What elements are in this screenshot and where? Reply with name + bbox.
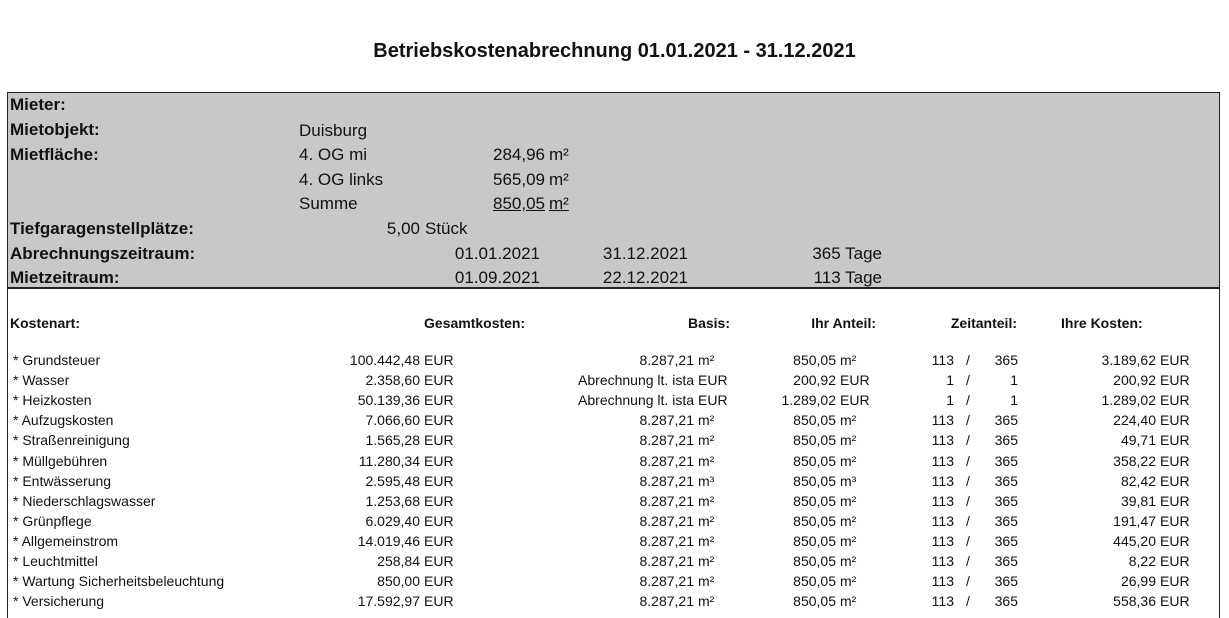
flaeche-name: 4. OG mi	[299, 145, 368, 164]
col-header-anteil: Ihr Anteil:	[811, 315, 876, 331]
zeitanteil-total-cell: 365	[994, 432, 1018, 449]
basis-unit-cell: m²	[698, 512, 715, 529]
zeitanteil-days-cell: 1	[946, 372, 954, 389]
col-header-kosten: Ihre Kosten:	[1061, 315, 1143, 331]
summe-label: Summe	[299, 194, 358, 213]
currency-cell: EUR	[424, 492, 454, 509]
currency-cell: EUR	[1160, 432, 1190, 449]
gesamtkosten-cell: 7.066,60	[365, 412, 420, 429]
ihre-kosten-cell: 558,36	[1113, 593, 1156, 610]
zeitanteil-total-cell: 365	[994, 452, 1018, 469]
flaeche-value: 565,09	[493, 170, 545, 189]
anteil-cell: 850,05	[793, 573, 836, 590]
document-title: Betriebskostenabrechnung 01.01.2021 - 31.12.2021	[373, 40, 856, 62]
kostenart-cell: * Versicherung	[13, 593, 105, 610]
currency-cell: EUR	[1160, 553, 1190, 569]
currency-cell: EUR	[424, 512, 454, 529]
mietzeit-from: 01.09.2021	[454, 268, 540, 287]
anteil-cell: 850,05	[793, 512, 836, 529]
summe-unit: m²	[549, 194, 569, 213]
zeitanteil-days-cell: 113	[931, 532, 954, 549]
kostenart-cell: * Niederschlagswasser	[13, 492, 156, 509]
zeitanteil-total-cell: 365	[994, 492, 1018, 509]
basis-cell: 8.287,21	[639, 512, 694, 529]
currency-cell: EUR	[1160, 412, 1190, 429]
tiefgarage-value: 5,00	[386, 219, 420, 238]
zeitanteil-separator: /	[966, 492, 970, 509]
kostenart-cell: * Aufzugskosten	[13, 412, 114, 429]
gesamtkosten-cell: 1.565,28	[365, 432, 420, 449]
basis-unit-cell: m²	[698, 352, 715, 368]
flaeche-value: 284,96	[493, 145, 545, 164]
kostenart-cell: * Straßenreinigung	[13, 432, 130, 449]
currency-cell: EUR	[1160, 573, 1190, 590]
anteil-cell: 850,05	[793, 432, 836, 449]
zeitanteil-total-cell: 365	[994, 593, 1018, 610]
gesamtkosten-cell: 6.029,40	[365, 512, 420, 529]
basis-cell: 8.287,21	[639, 352, 694, 368]
currency-cell: EUR	[424, 412, 454, 429]
mietzeit-to: 22.12.2021	[602, 268, 688, 287]
ihre-kosten-cell: 191,47	[1113, 512, 1156, 529]
gesamtkosten-cell: 1.253,68	[365, 492, 420, 509]
kostenart-cell: * Allgemeinstrom	[13, 532, 119, 549]
gesamtkosten-cell: 14.019,46	[357, 532, 420, 549]
zeitanteil-total-cell: 365	[994, 512, 1018, 529]
currency-cell: EUR	[1160, 492, 1190, 509]
zeitanteil-separator: /	[966, 472, 970, 489]
gesamtkosten-cell: 11.280,34	[358, 452, 420, 469]
ihre-kosten-cell: 8,22	[1128, 553, 1156, 569]
zeitanteil-total-cell: 1	[1010, 392, 1018, 409]
basis-unit-cell: EUR	[698, 372, 728, 389]
currency-cell: EUR	[424, 432, 454, 449]
zeitanteil-total-cell: 365	[994, 352, 1018, 368]
anteil-unit-cell: EUR	[840, 372, 870, 389]
kostenart-cell: * Grünpflege	[13, 512, 92, 529]
zeitanteil-total-cell: 1	[1010, 372, 1018, 389]
zeitanteil-total-cell: 365	[994, 532, 1018, 549]
kostenart-cell: * Wartung Sicherheitsbeleuchtung	[13, 573, 225, 590]
currency-cell: EUR	[424, 352, 454, 368]
gesamtkosten-cell: 258,84	[377, 553, 420, 569]
kostenart-cell: * Heizkosten	[13, 392, 92, 409]
currency-cell: EUR	[1160, 593, 1190, 610]
ihre-kosten-cell: 82,42	[1120, 472, 1156, 489]
ihre-kosten-cell: 1.289,02	[1101, 392, 1156, 409]
col-header-kostenart: Kostenart:	[10, 315, 81, 331]
anteil-unit-cell: EUR	[840, 392, 870, 409]
mietobjekt-label: Mietobjekt:	[10, 120, 100, 139]
ihre-kosten-cell: 445,20	[1113, 532, 1156, 549]
gesamtkosten-cell: 17.592,97	[357, 593, 420, 610]
basis-unit-cell: m²	[698, 553, 715, 569]
ihre-kosten-cell: 26,99	[1120, 573, 1156, 590]
zeitanteil-total-cell: 365	[994, 472, 1018, 489]
basis-cell: 8.287,21	[639, 553, 694, 569]
gesamtkosten-cell: 2.358,60	[365, 372, 420, 389]
zeitanteil-separator: /	[966, 553, 970, 569]
zeitanteil-days-cell: 113	[931, 553, 954, 569]
basis-unit-cell: m²	[698, 452, 715, 469]
basis-unit-cell: m²	[698, 432, 715, 449]
zeitanteil-separator: /	[966, 532, 970, 549]
zeitanteil-days-cell: 113	[931, 593, 954, 610]
currency-cell: EUR	[424, 553, 454, 569]
zeitanteil-separator: /	[966, 512, 970, 529]
ihre-kosten-cell: 49,71	[1120, 432, 1156, 449]
gesamtkosten-cell: 850,00	[377, 573, 420, 590]
mieter-label: Mieter:	[10, 95, 66, 114]
basis-cell: 8.287,21	[639, 532, 694, 549]
anteil-cell: 850,05	[793, 412, 836, 429]
zeitanteil-days-cell: 113	[931, 512, 954, 529]
kostenart-cell: * Entwässerung	[13, 472, 112, 489]
anteil-cell: 850,05	[793, 532, 836, 549]
mietobjekt-value: Duisburg	[299, 121, 368, 140]
zeitanteil-total-cell: 365	[994, 412, 1018, 429]
currency-cell: EUR	[424, 532, 454, 549]
anteil-unit-cell: m²	[840, 553, 857, 569]
tiefgarage-label: Tiefgaragenstellplätze:	[10, 219, 194, 238]
col-header-basis: Basis:	[687, 315, 730, 331]
currency-cell: EUR	[424, 472, 454, 489]
currency-cell: EUR	[424, 593, 454, 610]
currency-cell: EUR	[1160, 352, 1190, 368]
currency-cell: EUR	[1160, 472, 1190, 489]
basis-unit-cell: EUR	[698, 392, 728, 409]
flaeche-unit: m²	[549, 170, 569, 189]
anteil-unit-cell: m²	[840, 593, 857, 610]
basis-unit-cell: m²	[698, 492, 715, 509]
zeitanteil-total-cell: 365	[994, 553, 1018, 569]
gesamtkosten-cell: 2.595,48	[365, 472, 420, 489]
basis-cell: 8.287,21	[639, 472, 694, 489]
anteil-cell: 850,05	[793, 472, 836, 489]
zeitanteil-days-cell: 113	[931, 412, 954, 429]
gesamtkosten-cell: 50.139,36	[357, 392, 420, 409]
gesamtkosten-cell: 100.442,48	[349, 352, 420, 368]
zeitanteil-separator: /	[966, 372, 970, 389]
anteil-cell: 850,05	[793, 352, 836, 368]
abrechnung-days: 365 Tage	[812, 244, 882, 263]
basis-cell: 8.287,21	[639, 432, 694, 449]
ihre-kosten-cell: 39,81	[1120, 492, 1156, 509]
flaeche-unit: m²	[549, 145, 569, 164]
zeitanteil-separator: /	[966, 392, 970, 409]
kostenart-cell: * Wasser	[13, 372, 70, 389]
summe-value: 850,05	[493, 194, 545, 213]
basis-unit-cell: m²	[698, 532, 715, 549]
anteil-unit-cell: m²	[840, 573, 857, 590]
zeitanteil-separator: /	[966, 573, 970, 590]
zeitanteil-total-cell: 365	[994, 573, 1018, 590]
kostenart-cell: * Leuchtmittel	[13, 553, 98, 569]
ihre-kosten-cell: 224,40	[1113, 412, 1156, 429]
mietflaeche-label: Mietfläche:	[10, 145, 99, 164]
anteil-cell: 850,05	[793, 452, 836, 469]
basis-cell: Abrechnung lt. ista	[578, 392, 694, 409]
anteil-cell: 850,05	[793, 593, 836, 610]
basis-unit-cell: m³	[698, 472, 715, 489]
kostenart-cell: * Grundsteuer	[13, 352, 101, 368]
currency-cell: EUR	[1160, 512, 1190, 529]
ihre-kosten-cell: 3.189,62	[1101, 352, 1156, 368]
anteil-unit-cell: m²	[840, 492, 857, 509]
basis-cell: Abrechnung lt. ista	[578, 372, 694, 389]
zeitanteil-separator: /	[966, 412, 970, 429]
anteil-cell: 200,92	[793, 372, 836, 389]
zeitanteil-separator: /	[966, 432, 970, 449]
mietzeit-days: 113 Tage	[813, 268, 882, 287]
currency-cell: EUR	[1160, 452, 1190, 469]
basis-cell: 8.287,21	[639, 492, 694, 509]
currency-cell: EUR	[1160, 372, 1190, 389]
ihre-kosten-cell: 358,22	[1113, 452, 1156, 469]
zeitanteil-days-cell: 113	[931, 352, 954, 368]
anteil-unit-cell: m²	[840, 412, 857, 429]
anteil-unit-cell: m²	[840, 432, 857, 449]
anteil-unit-cell: m²	[840, 452, 857, 469]
abrechnung-to: 31.12.2021	[602, 244, 688, 263]
anteil-unit-cell: m²	[840, 352, 857, 368]
currency-cell: EUR	[1160, 392, 1190, 409]
basis-unit-cell: m²	[698, 573, 715, 590]
abrechnung-from: 01.01.2021	[454, 244, 540, 263]
basis-cell: 8.287,21	[639, 593, 694, 610]
basis-cell: 8.287,21	[639, 573, 694, 590]
zeitanteil-days-cell: 1	[946, 392, 954, 409]
zeitanteil-separator: /	[966, 593, 970, 610]
currency-cell: EUR	[424, 573, 454, 590]
flaeche-name: 4. OG links	[299, 170, 384, 189]
anteil-unit-cell: m²	[840, 532, 857, 549]
anteil-cell: 850,05	[793, 553, 836, 569]
zeitanteil-days-cell: 113	[931, 472, 954, 489]
currency-cell: EUR	[424, 452, 454, 469]
currency-cell: EUR	[424, 392, 454, 409]
zeitanteil-days-cell: 113	[931, 432, 954, 449]
basis-unit-cell: m²	[698, 412, 715, 429]
currency-cell: EUR	[1160, 532, 1190, 549]
col-header-zeitanteil: Zeitanteil:	[950, 315, 1017, 331]
zeitanteil-days-cell: 113	[931, 492, 954, 509]
abrechnungszeitraum-label: Abrechnungszeitraum:	[10, 244, 196, 263]
currency-cell: EUR	[424, 372, 454, 389]
ihre-kosten-cell: 200,92	[1113, 372, 1156, 389]
basis-unit-cell: m²	[698, 593, 715, 610]
zeitanteil-days-cell: 113	[931, 452, 954, 469]
tiefgarage-unit: Stück	[425, 219, 468, 238]
anteil-unit-cell: m³	[840, 472, 857, 489]
mietzeitraum-label: Mietzeitraum:	[10, 268, 120, 287]
anteil-unit-cell: m²	[840, 512, 857, 529]
zeitanteil-separator: /	[966, 452, 970, 469]
zeitanteil-separator: /	[966, 352, 970, 368]
basis-cell: 8.287,21	[639, 412, 694, 429]
basis-cell: 8.287,21	[639, 452, 694, 469]
kostenart-cell: * Müllgebühren	[13, 452, 108, 469]
zeitanteil-days-cell: 113	[931, 573, 954, 590]
col-header-gesamtkosten: Gesamtkosten:	[424, 315, 526, 331]
anteil-cell: 1.289,02	[781, 392, 836, 409]
anteil-cell: 850,05	[793, 492, 836, 509]
